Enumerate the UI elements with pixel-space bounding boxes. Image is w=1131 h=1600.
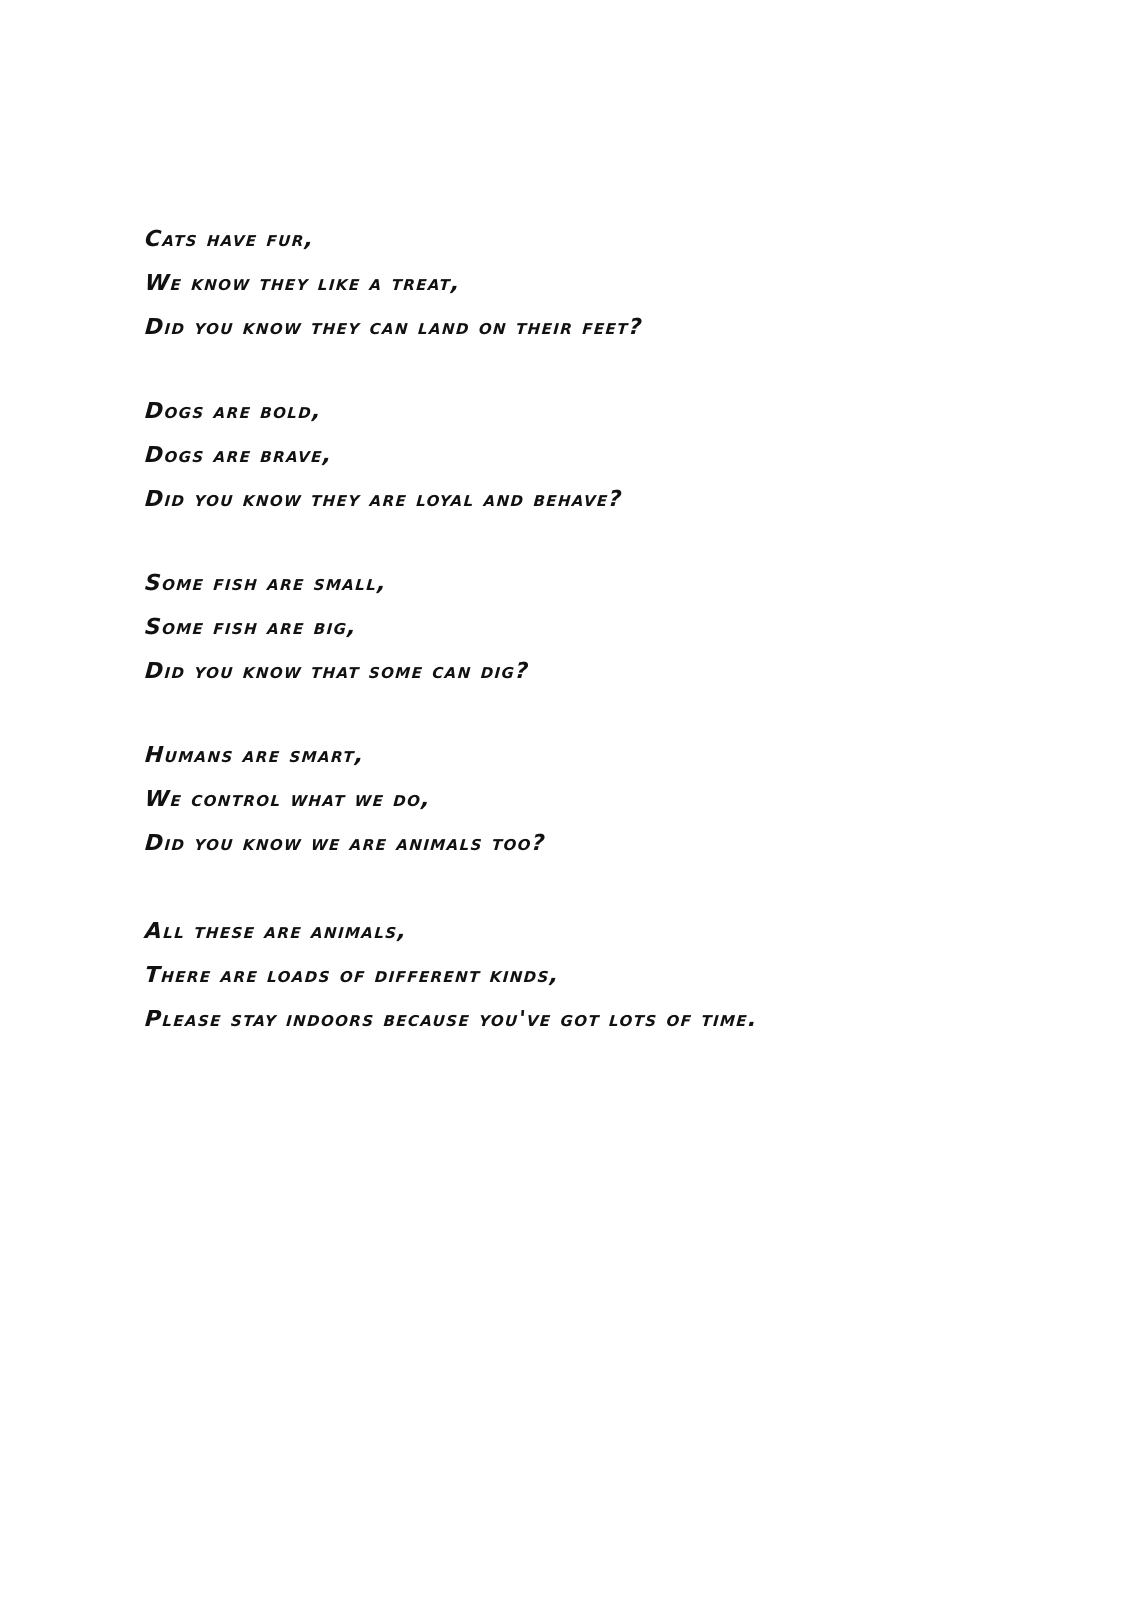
stanza-animals bbox=[145, 910, 1045, 1042]
poem-line: Dogs are bold, bbox=[144, 399, 323, 424]
stanza-dogs bbox=[145, 390, 1045, 522]
poem-line: Did you know they are loyal and behave? bbox=[144, 487, 624, 512]
poem-line: Cats have fur, bbox=[144, 227, 316, 252]
poem-line: All these are animals, bbox=[144, 919, 409, 944]
poem-line: Dogs are brave, bbox=[144, 443, 334, 468]
poem-line: We control what we do, bbox=[144, 787, 433, 812]
poem-line: Did you know we are animals too? bbox=[144, 831, 548, 856]
stanza-fish bbox=[145, 562, 1045, 694]
poem-line: Did you know they can land on their feet? bbox=[144, 315, 645, 340]
poem-line: Some fish are small, bbox=[144, 571, 389, 596]
poem-line: Did you know that some can dig? bbox=[144, 659, 531, 684]
poem-line: We know they like a treat, bbox=[144, 271, 462, 296]
stanza-cats bbox=[145, 218, 1045, 350]
poem-line: Please stay indoors because you've got lots of time. bbox=[144, 1007, 759, 1032]
poem-line: Some fish are big, bbox=[144, 615, 359, 640]
poem-line: There are loads of different kinds, bbox=[144, 963, 561, 988]
poem-line: Humans are smart, bbox=[144, 743, 366, 768]
stanza-humans bbox=[145, 734, 1045, 866]
poem bbox=[145, 218, 1045, 1082]
